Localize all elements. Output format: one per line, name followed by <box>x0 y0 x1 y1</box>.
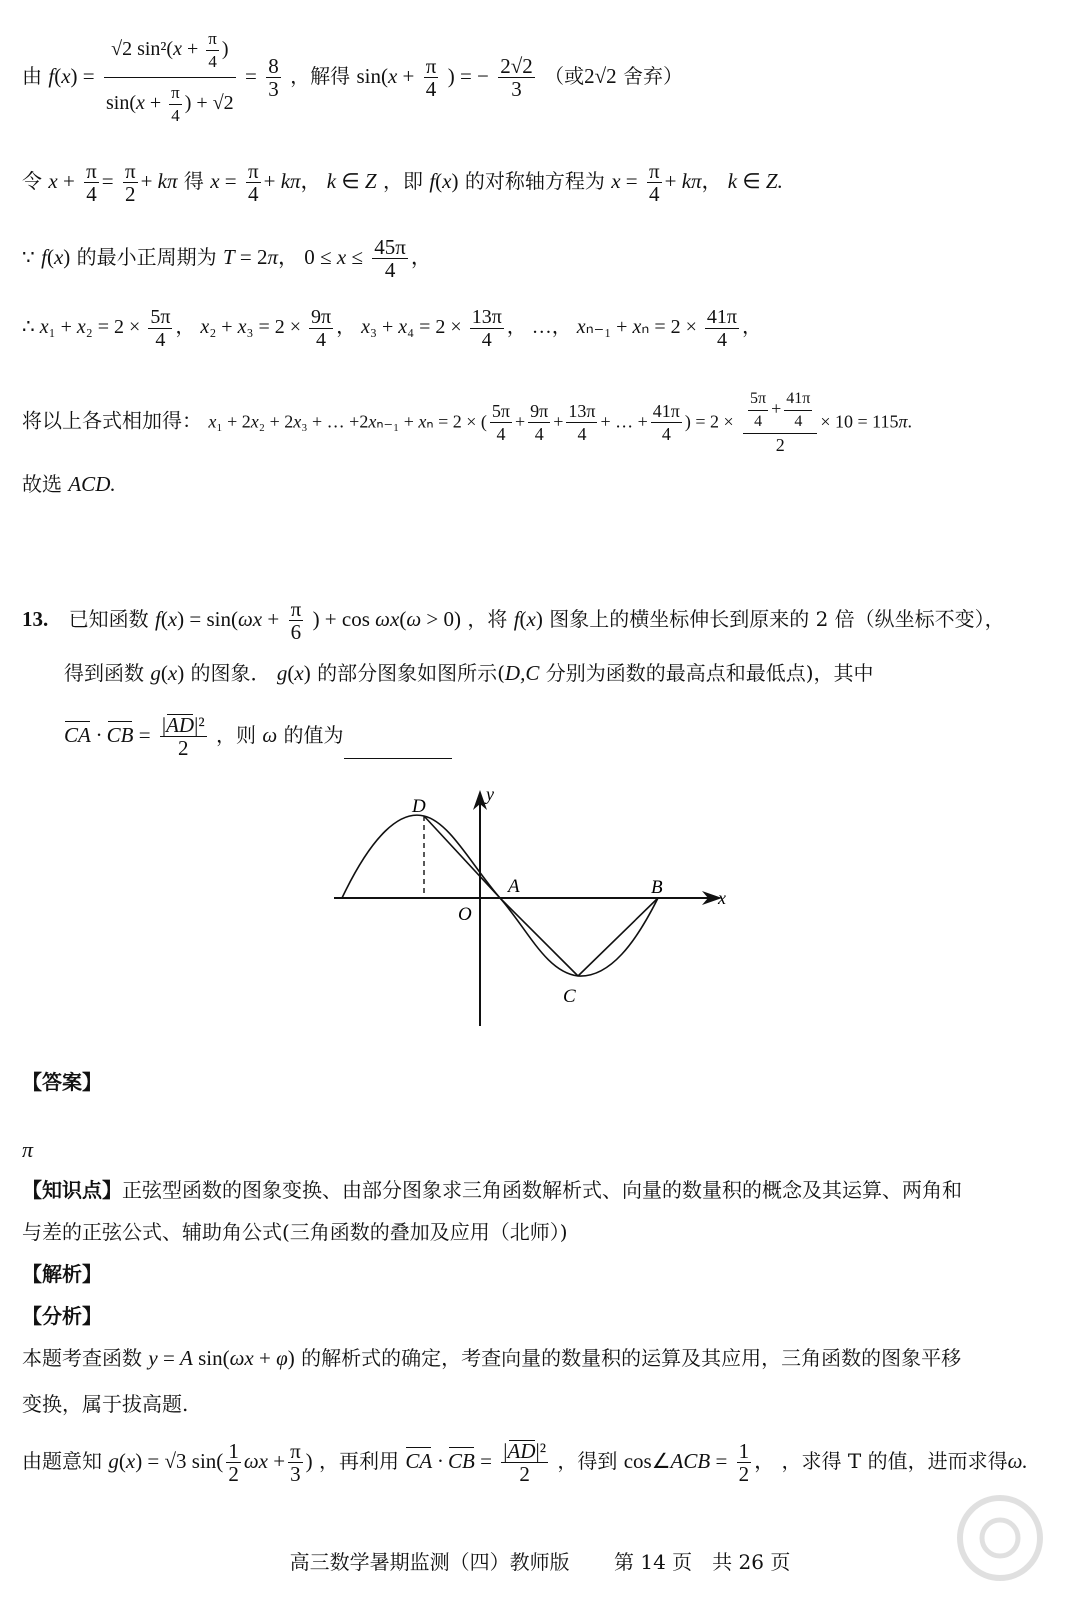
line-AC <box>500 898 578 976</box>
sine-curve <box>342 815 658 976</box>
text: ∵ <box>22 245 35 269</box>
knowledge-heading: 【知识点】 <box>22 1178 122 1202</box>
text: 分别为函数的最高点和最低点)，其中 <box>545 661 874 685</box>
text: 将以上各式相加得： <box>22 408 202 433</box>
text: 的值为 <box>283 723 344 747</box>
fenxi-line-2: 变换，属于拔高题. <box>22 1392 189 1416</box>
solution-line-2: 令 x + $\frac{\pi}{4}$ = $\frac{\pi}{2}$ + kπ 得 x = $\frac{\pi}{4}$ + kπ， k ∈ Z ，即 f(x) 的对称轴方程为 x = $\frac{\pi}{4}$ + kπ， k ∈ Z. <box>22 159 783 206</box>
function-graph <box>320 780 740 1030</box>
text: 的解析式的确定，考查向量的数量积的运算及其应用，三角函数的图象平移 <box>301 1346 962 1370</box>
text: 得到函数 <box>64 661 144 685</box>
watermark-icon <box>940 1488 1060 1588</box>
footer-title: 高三数学暑期监测（四）教师版 <box>289 1550 570 1574</box>
question-13-line-3: CA · CB = $\frac{\text{|AD|²}}{2}$ ，则 ω 的值为 <box>64 714 452 759</box>
line-DA <box>424 816 500 898</box>
label-A: A <box>508 876 520 897</box>
answer-choice: ACD. <box>68 472 116 496</box>
page-footer <box>0 1546 1080 1575</box>
label-x: x <box>718 888 726 908</box>
text: 图象上的横坐标伸长到原来的 2 倍（纵坐标不变）， <box>549 607 1005 631</box>
label-O: O <box>458 904 472 925</box>
text: （或 <box>544 64 585 88</box>
footer-page-number: 第 14 页 共 26 页 <box>614 1550 791 1574</box>
text: ，解得 <box>290 64 351 88</box>
fenxi-heading: 【分析】 <box>22 1304 102 1328</box>
label-B: B <box>651 877 663 898</box>
answer-blank <box>344 738 452 759</box>
solution-line-5: 将以上各式相加得： x₁ + 2x₂ + 2x₃ + … +2xₙ₋₁ + xₙ = 2 × ( $\frac{5\pi}{4}$ + $\frac{9\pi}{4}$ + $\frac{13\pi}{4}$ + … + $\frac{41\pi}{4}$ ) = 2 × $\frac{5\pi}{4}$ + $\frac{41\pi}{4}$ 2 × 10 = 115π. <box>22 390 913 455</box>
text: 故选 <box>22 472 62 496</box>
knowledge-line-1 <box>22 1176 962 1204</box>
text: 正弦型函数的图象变换、由部分图象求三角函数解析式、向量的数量积的概念及其运算、两角和 <box>122 1178 962 1202</box>
text: 已知函数 <box>68 607 149 631</box>
text: ，则 <box>215 723 256 747</box>
text: 的部分图象如图所示( <box>317 661 505 685</box>
last-line: 由题意知 g(x) = √3 sin( $\frac{1}{2}$ ωx + $\frac{\pi}{3}$ ) ，再利用 CA · CB = $\frac{\text{|AD|²}}{2}$ ，得到 cos∠ACB = $\frac{1}{2}$ ， ，求得 T 的值，进而求得ω. <box>22 1439 1028 1486</box>
solution-line-6 <box>22 470 116 498</box>
label-C: C <box>563 986 576 1007</box>
text: 由 <box>22 64 42 88</box>
solution-line-1: 由 f(x) = √2 sin²(x + $\frac{\pi}{4}$ ) sin(x + $\frac{\pi}{4}$ ) + √2 = $\frac{8}{3}$ ，解得 sin(x + $\frac{\pi}{4}$ ) = − $\frac{2√2}{3}$ （或2√2 舍弃） <box>22 29 684 125</box>
question-13-line-1: 13. 已知函数 f(x) = sin(ωx + $\frac{\pi}{6}$ ) + cos ωx(ω > 0) ，将 f(x) 图象上的横坐标伸长到原来的 2 倍（纵坐标不变）， <box>22 597 1005 644</box>
label-y: y <box>486 784 494 804</box>
line-CB <box>578 898 658 976</box>
text: 由题意知 <box>22 1449 102 1473</box>
text: 本题考查函数 <box>22 1346 142 1370</box>
text: 的最小正周期为 <box>76 245 217 269</box>
text: 的图象． <box>190 661 271 685</box>
text: 舍弃） <box>623 64 684 88</box>
text: 的对称轴方程为 <box>464 169 605 193</box>
analysis-heading: 【解析】 <box>22 1262 102 1286</box>
solution-line-3: ∵ f(x) 的最小正周期为 T = 2π， 0 ≤ x ≤ $\frac{45\pi}{4}$ ， <box>22 235 432 282</box>
question-13-line-2: 得到函数 g(x) 的图象． g(x) 的部分图象如图所示(D,C 分别为函数的最高点和最低点)，其中 <box>64 661 874 685</box>
label-D: D <box>412 796 426 817</box>
knowledge-line-2: 与差的正弦公式、辅助角公式(三角函数的叠加及应用（北师）) <box>22 1220 568 1244</box>
text: ，得到 <box>557 1449 618 1473</box>
solution-line-4: ∴ x₁ + x₂ = 2 × $\frac{5\pi}{4}$ ， x₂ + x₃ = 2 × $\frac{9\pi}{4}$ ， x₃ + x₄ = 2 × $\frac{13\pi}{4}$ ， …， xₙ₋₁ + xₙ = 2 × $\frac{41\pi}{4}$ ， <box>22 306 762 351</box>
text: 令 <box>22 169 42 193</box>
text: ，再利用 <box>319 1449 400 1473</box>
answer-value: π <box>22 1137 34 1162</box>
answer-heading: 【答案】 <box>22 1070 102 1094</box>
fenxi-line-1: 本题考查函数 y = A sin(ωx + φ) 的解析式的确定，考查向量的数量积的运算及其应用，三角函数的图象平移 <box>22 1346 962 1370</box>
text: 得 <box>183 169 204 193</box>
text: ，将 <box>467 607 508 631</box>
text: ，求得 T 的值，进而求得 <box>781 1449 1008 1473</box>
text: ，即 <box>382 169 423 193</box>
question-number: 13. <box>22 607 49 631</box>
